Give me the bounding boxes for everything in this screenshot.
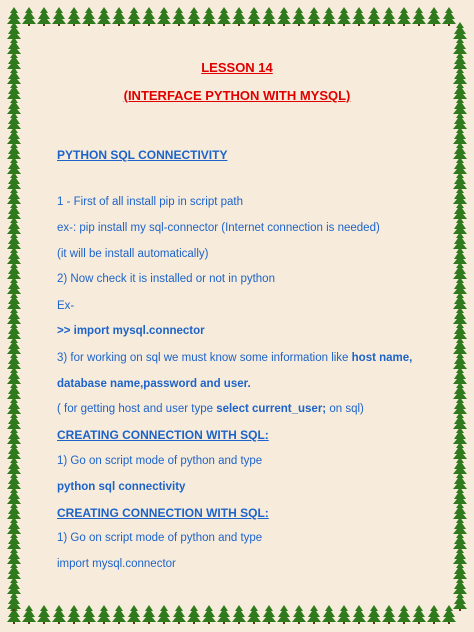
code-line-2: import mysql.connector bbox=[57, 558, 176, 570]
text-line-bold: database name,password and user. bbox=[57, 378, 251, 390]
text-line bbox=[57, 352, 412, 364]
connection-heading-2: CREATING CONNECTION WITH SQL: bbox=[57, 506, 269, 520]
text-line: 1 - First of all install pip in script path bbox=[57, 196, 243, 208]
text-line: (it will be install automatically) bbox=[57, 248, 209, 260]
text-segment: 3) for working on sql we must know some information like bbox=[57, 352, 352, 364]
text-bold: select current_user; bbox=[216, 403, 327, 415]
text-line bbox=[57, 403, 364, 415]
text-line: Ex- bbox=[57, 300, 75, 312]
text-line: 2) Now check it is installed or not in python bbox=[57, 273, 275, 285]
code-line-1: python sql connectivity bbox=[57, 481, 186, 493]
text-segment: on sql) bbox=[326, 403, 364, 415]
code-line: >> import mysql.connector bbox=[57, 325, 205, 337]
step-line-2: 1) Go on script mode of python and type bbox=[57, 532, 263, 544]
text-bold: host name, bbox=[351, 352, 413, 364]
step-line-1: 1) Go on script mode of python and type bbox=[57, 455, 263, 467]
connection-heading-1: CREATING CONNECTION WITH SQL: bbox=[57, 428, 269, 442]
section-heading: PYTHON SQL CONNECTIVITY bbox=[57, 148, 228, 162]
text-line: ex-: pip install my sql-connector (Internet connection is needed) bbox=[57, 222, 380, 234]
lesson-subtitle: (INTERFACE PYTHON WITH MYSQL) bbox=[123, 88, 351, 103]
lesson-title: LESSON 14 bbox=[201, 60, 273, 75]
text-segment: ( for getting host and user type bbox=[57, 403, 217, 415]
